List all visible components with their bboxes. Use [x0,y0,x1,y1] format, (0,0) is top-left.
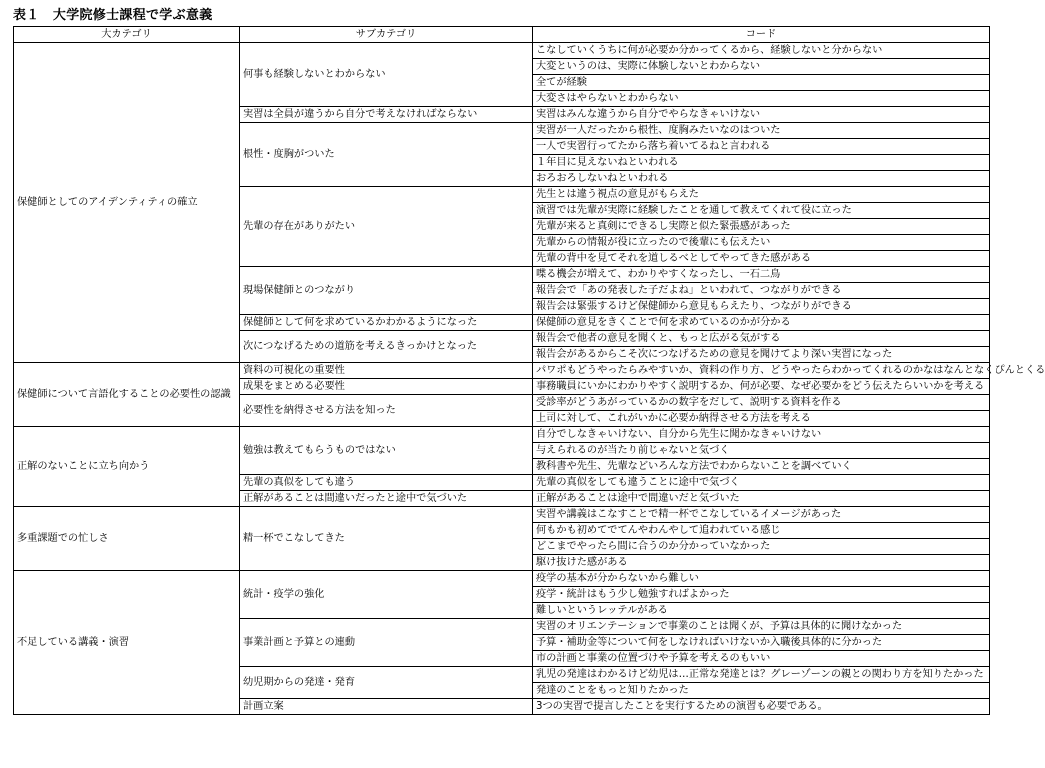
document [13,6,1045,715]
sub-category-cell: 次につなげるための道筋を考えるきっかけとなった [240,331,533,363]
sub-category-cell: 統計・疫学の強化 [240,571,533,619]
code-cell: 先輩の真似をしても違うことに途中で気づく [533,475,990,491]
sub-category-cell: 事業計画と予算との連動 [240,619,533,667]
major-category-cell: 保健師について言語化することの必要性の認識 [14,363,240,427]
sub-category-cell: 根性・度胸がついた [240,123,533,187]
sub-category-cell: 成果をまとめる必要性 [240,379,533,395]
code-cell: 予算・補助金等について何をしなければいけないか入職後具体的に分かった [533,635,990,651]
code-cell: 疫学・統計はもう少し勉強すればよかった [533,587,990,603]
code-cell: 先輩の背中を見てそれを道しるべとしてやってきた感がある [533,251,990,267]
code-cell: どこまでやったら間に合うのか分かっていなかった [533,539,990,555]
sub-category-cell: 現場保健師とのつながり [240,267,533,315]
header-row [14,27,990,43]
code-cell: 一人で実習行ってたから落ち着いてるねと言われる [533,139,990,155]
code-cell: 市の計画と事業の位置づけや予算を考えるのもいい [533,651,990,667]
code-cell: 大変さはやらないとわからない [533,91,990,107]
code-cell: 3つの実習で提言したことを実行するための演習も必要である。 [533,699,990,715]
header-sub-category: サブカテゴリ [240,27,533,43]
table-row [14,427,990,443]
code-cell: おろおろしないねといわれる [533,171,990,187]
sub-category-cell: 勉強は教えてもらうものではない [240,427,533,475]
code-cell: 実習が一人だったから根性、度胸みたいなのはついた [533,123,990,139]
sub-category-cell: 先輩の存在がありがたい [240,187,533,267]
sub-category-cell: 精一杯でこなしてきた [240,507,533,571]
category-table [13,26,1045,715]
code-cell: 大変というのは、実際に体験しないとわからない [533,59,990,75]
table-row [14,363,990,379]
sub-category-cell: 幼児期からの発達・発育 [240,667,533,699]
code-cell: 報告会があるからこそ次につなげるための意見を聞けてより深い実習になった [533,347,990,363]
code-cell: 駆け抜けた感がある [533,555,990,571]
major-category-cell: 正解のないことに立ち向かう [14,427,240,507]
code-cell: 演習では先輩が実際に経験したことを通して教えてくれて役に立った [533,203,990,219]
code-cell: パワポもどうやったらみやすいか、資料の作り方、どうやったらわかってくれるのかなはなんとなくぴんとくる [533,363,990,379]
code-cell: 受診率がどうあがっているかの数字をだして、説明する資料を作る [533,395,990,411]
code-cell: 上司に対して、これがいかに必要か納得させる方法を考える [533,411,990,427]
table-body [14,43,1045,715]
code-cell: 難しいというレッテルがある [533,603,990,619]
code-cell: 実習はみんな違うから自分でやらなきゃいけない [533,107,990,123]
code-cell: 事務職員にいかにわかりやすく説明するか、何が必要、なぜ必要かをどう伝えたらいいかを考える [533,379,990,395]
code-cell: 報告会は緊張するけど保健師から意見もらえたり、つながりができる [533,299,990,315]
code-cell: 実習や講義はこなすことで精一杯でこなしているイメージがあった [533,507,990,523]
table-row [14,571,990,587]
code-cell: 乳児の発達はわかるけど幼児は…正常な発達とは？グレーゾーンの親との関わり方を知りたかった [533,667,990,683]
sub-category-cell: 正解があることは間違いだったと途中で気づいた [240,491,533,507]
major-category-cell: 不足している講義・演習 [14,571,240,715]
sub-category-cell: 先輩の真似をしても違う [240,475,533,491]
table-row [14,43,990,59]
code-cell: 全てが経験 [533,75,990,91]
code-cell: 実習のオリエンテーションで事業のことは聞くが、予算は具体的に聞けなかった [533,619,990,635]
code-cell: １年目に見えないねといわれる [533,155,990,171]
code-cell: 先輩からの情報が役に立ったので後輩にも伝えたい [533,235,990,251]
code-cell: 疫学の基本が分からないから難しい [533,571,990,587]
sub-category-cell: 資料の可視化の重要性 [240,363,533,379]
sub-category-cell: 保健師として何を求めているかわかるようになった [240,315,533,331]
table-row [14,507,990,523]
code-cell: こなしていくうちに何が必要か分かってくるから、経験しないと分からない [533,43,990,59]
code-cell: 与えられるのが当たり前じゃないと気づく [533,443,990,459]
table-title: 表１ 大学院修士課程で学ぶ意義 [13,8,213,23]
code-cell: 自分でしなきゃいけない、自分から先生に聞かなきゃいけない [533,427,990,443]
code-cell: 報告会で他者の意見を聞くと、もっと広がる気がする [533,331,990,347]
major-category-cell: 多重課題での忙しさ [14,507,240,571]
sub-category-cell: 何事も経験しないとわからない [240,43,533,107]
code-cell: 教科書や先生、先輩などいろんな方法でわからないことを調べていく [533,459,990,475]
sub-category-cell: 実習は全員が違うから自分で考えなければならない [240,107,533,123]
code-cell: 何もかも初めてでてんやわんやして追われている感じ [533,523,990,539]
code-cell: 先生とは違う視点の意見がもらえた [533,187,990,203]
sub-category-cell: 必要性を納得させる方法を知った [240,395,533,427]
sub-category-cell: 計画立案 [240,699,533,715]
header-major-category: 大カテゴリ [14,27,240,43]
header-code: コード [533,27,990,43]
code-cell: 発達のことをもっと知りたかった [533,683,990,699]
code-cell: 正解があることは途中で間違いだと気づいた [533,491,990,507]
major-category-cell: 保健師としてのアイデンティティの確立 [14,43,240,363]
code-cell: 喋る機会が増えて、わかりやすくなったし、一石二鳥 [533,267,990,283]
code-cell: 保健師の意見をきくことで何を求めているのかが分かる [533,315,990,331]
code-cell: 先輩が来ると真剣にできるし実際と似た緊張感があった [533,219,990,235]
code-cell: 報告会で「あの発表した子だよね」といわれて、つながりができる [533,283,990,299]
